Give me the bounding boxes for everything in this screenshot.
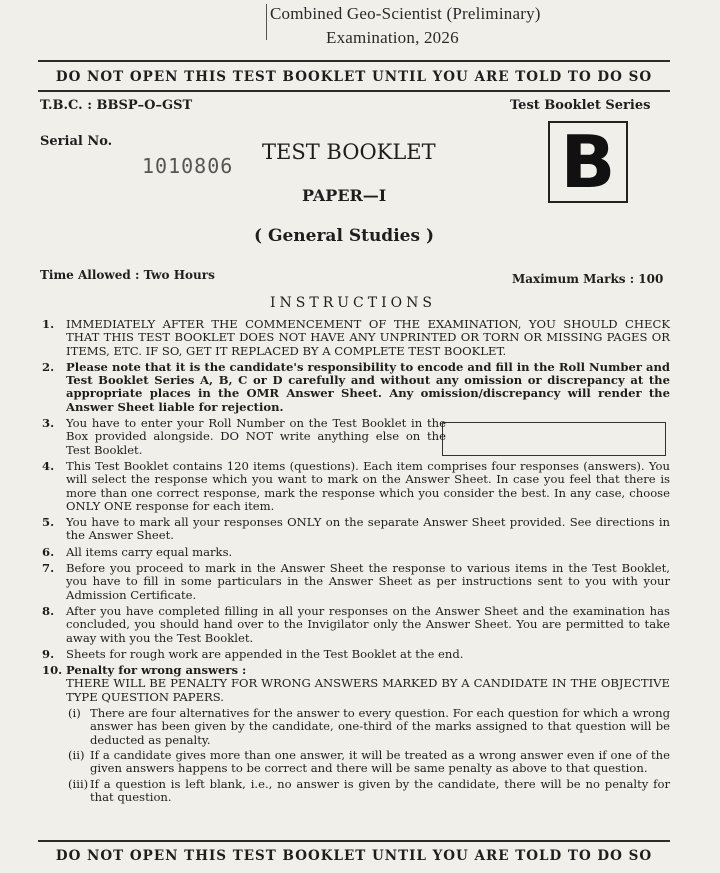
max-marks: Maximum Marks : 100	[512, 272, 664, 286]
instruction-3	[38, 417, 446, 457]
instruction-9	[38, 648, 670, 661]
serial-label: Serial No.	[40, 134, 113, 149]
penalty-item-1	[38, 707, 670, 747]
top-rule-2	[38, 90, 670, 92]
item-text: You have to mark all your responses ONLY on the separate Answer Sheet provided. See directions in the Answer Sheet.	[66, 515, 670, 543]
time-allowed: Time Allowed : Two Hours	[40, 268, 215, 282]
instruction-6	[38, 546, 670, 559]
item-number: 4.	[42, 458, 55, 473]
series-letter: B	[560, 120, 616, 204]
sub-text: There are four alternatives for the answer to every question. For each question for which a wrong answer has been given by the candidate, one-third of the marks assigned to that question will be deducted as penalty.	[90, 706, 670, 747]
handwritten-exam-year: Examination, 2026	[326, 28, 459, 47]
item-text: IMMEDIATELY AFTER THE COMMENCEMENT OF THE EXAMINATION, YOU SHOULD CHECK THAT THIS TEST BOOKLET DOES NOT HAVE ANY UNPRINTED OR TORN OR MISSING PAGES OR ITEMS, ETC. IF SO, GET IT REPLACED BY A COMPLETE TEST BOOKLET.	[66, 317, 670, 358]
item-text: This Test Booklet contains 120 items (questions). Each item comprises four responses (answers). You will select the response which you want to mark on the Answer Sheet. In case you feel that there is more than one correct response, mark the response which you consider the best. In any case, choose ONLY ONE response for each item.	[66, 458, 670, 513]
item-text: Penalty for wrong answers :	[66, 663, 247, 678]
bottom-warning-banner: DO NOT OPEN THIS TEST BOOKLET UNTIL YOU ARE TOLD TO DO SO	[55, 848, 653, 864]
sub-number: (i)	[68, 706, 81, 721]
sub-number: (iii)	[68, 776, 89, 791]
item-number: 2.	[42, 359, 55, 374]
top-rule	[38, 60, 670, 62]
instruction-5	[38, 516, 670, 543]
sub-text: If a question is left blank, i.e., no answer is given by the candidate, there will be no penalty for that question.	[90, 776, 670, 804]
item-text: All items carry equal marks.	[66, 544, 233, 559]
handwritten-exam-name: Combined Geo-Scientist (Preliminary)	[270, 4, 541, 23]
item-number: 8.	[42, 603, 55, 618]
tbc-code: T.B.C. : BBSP–O–GST	[40, 98, 193, 113]
item-number: 5.	[42, 515, 55, 530]
item-text: Sheets for rough work are appended in the Test Booklet at the end.	[66, 646, 464, 661]
item-number: 10.	[42, 663, 63, 678]
item-text: Please note that it is the candidate's responsibility to encode and fill in the Roll Number and Test Booklet Series A, B, C or D carefully and without any omission or discrepancy at the appropriate places in the OMR Answer Sheet. Any omission/discrepancy will render the Answer Sheet liable for rejection.	[66, 359, 671, 414]
paper-label: PAPER—I	[302, 186, 387, 205]
sub-text: If a candidate gives more than one answer, it will be treated as a wrong answer even if one of the given answers happens to be correct and there will be same penalty as above to that question.	[90, 747, 670, 776]
instructions-list	[38, 318, 670, 806]
penalty-item-3	[38, 778, 670, 805]
serial-number: 1010806	[142, 154, 234, 178]
instructions-heading: INSTRUCTIONS	[270, 295, 436, 311]
item-number: 1.	[42, 317, 55, 331]
top-warning-banner: DO NOT OPEN THIS TEST BOOKLET UNTIL YOU ARE TOLD TO DO SO	[55, 69, 653, 85]
item-number: 7.	[42, 561, 55, 576]
instruction-7	[38, 562, 670, 602]
booklet-title: TEST BOOKLET	[262, 140, 436, 164]
penalty-intro-text: THERE WILL BE PENALTY FOR WRONG ANSWERS MARKED BY A CANDIDATE IN THE OBJECTIVE TYPE QUESTION PAPERS.	[66, 676, 670, 704]
series-label: Test Booklet Series	[510, 98, 651, 113]
penalty-intro	[38, 677, 670, 704]
instruction-10	[38, 664, 670, 677]
item-text: Before you proceed to mark in the Answer Sheet the response to various items in the Test Booklet, you have to fill in some particulars in the Answer Sheet as per instructions sent to you with your Admission Certificate.	[66, 561, 670, 602]
subject-label: ( General Studies )	[254, 226, 435, 246]
instruction-2	[38, 361, 670, 414]
instruction-8	[38, 605, 670, 645]
instruction-1	[38, 318, 670, 358]
item-number: 6.	[42, 544, 55, 559]
instruction-4	[38, 460, 670, 513]
series-box	[548, 121, 628, 203]
item-text: You have to enter your Roll Number on the Test Booklet in the Box provided alongside. DO NOT write anything else on the Test Booklet.	[66, 416, 446, 457]
pen-mark	[266, 4, 267, 40]
sub-number: (ii)	[68, 747, 85, 762]
item-text: After you have completed filling in all your responses on the Answer Sheet and the examination has concluded, you should hand over to the Invigilator only the Answer Sheet. You are permitted to take away with you the Test Booklet.	[66, 603, 670, 645]
bottom-rule	[38, 840, 670, 842]
item-number: 9.	[42, 646, 55, 661]
item-number: 3.	[42, 416, 55, 431]
penalty-item-2	[38, 749, 670, 776]
